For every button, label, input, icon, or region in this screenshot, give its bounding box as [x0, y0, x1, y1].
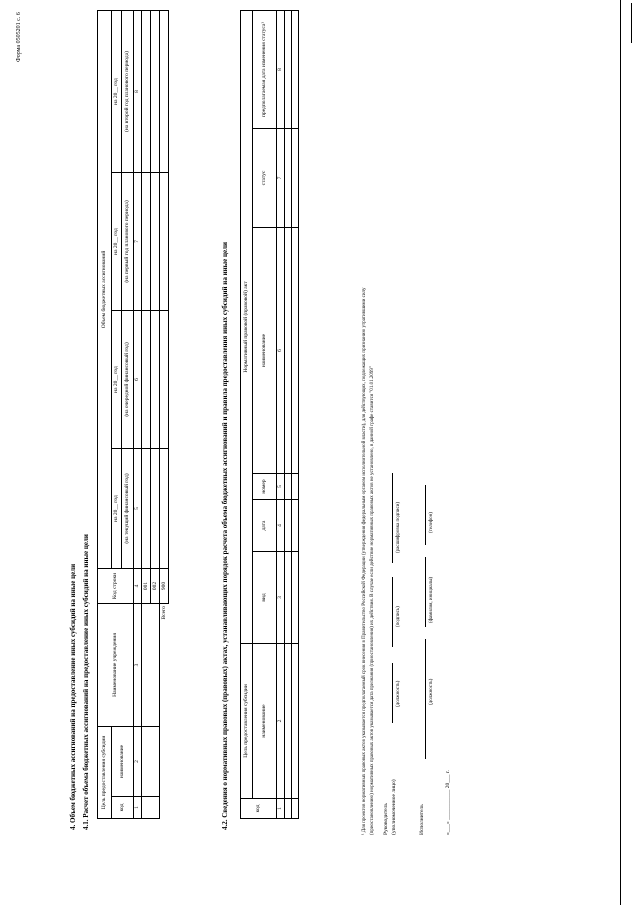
cell[interactable]: [292, 129, 299, 228]
cell[interactable]: [285, 10, 292, 128]
cell[interactable]: [292, 552, 299, 644]
total-label: Всего: [161, 606, 168, 620]
cell-value[interactable]: [151, 173, 160, 311]
cell[interactable]: [292, 799, 299, 819]
colnum: 4: [134, 569, 142, 604]
colnum: 2: [277, 644, 285, 799]
colnum: 6: [277, 228, 285, 474]
colnum: 1: [134, 797, 142, 819]
col-date: дата: [253, 500, 277, 552]
cell[interactable]: [285, 228, 292, 474]
col-legal-act: Нормативный правовой (правовой) акт: [241, 10, 253, 643]
colnum: 8: [277, 10, 285, 128]
col-act-name: наименование: [253, 228, 277, 474]
table-4-1: [97, 10, 169, 819]
caption-name-initials: (фамилия, инициалы): [429, 576, 434, 623]
date-line: «___» ___________ 20___ г.: [445, 770, 451, 835]
col-year-next-note: (на очередной финансовый год): [122, 311, 134, 449]
colnum: 1: [277, 799, 285, 819]
total-value[interactable]: [160, 449, 169, 569]
col-year-current: на 20__ год: [112, 449, 122, 569]
exec-line-name[interactable]: [425, 557, 426, 627]
col-number: номер: [253, 474, 277, 500]
caption-position-2: (должность): [429, 678, 434, 705]
sign-line-decode[interactable]: [392, 473, 393, 563]
cell-value[interactable]: [142, 311, 151, 449]
row-line-code: 001: [142, 569, 151, 604]
footnote-line-1: ¹ Для проектов нормативных правовых актов указывается предполагаемый срок внесения в Правительство Российской Федерации (утверждения федеральным органом исполнительной власти), для действующих, подлежащих признанию утратившими силу: [362, 287, 367, 835]
col-year-plan2-note: (на второй год планового периода): [122, 11, 134, 173]
cell-value[interactable]: [151, 11, 160, 173]
col-purpose-name: наименование: [253, 644, 277, 799]
col-year-plan2: на 20__ год: [112, 11, 122, 173]
col-year-plan1: на 20__ год: [112, 173, 122, 311]
section-4-1-title: 4.1. Расчет объема бюджетных ассигнований на предоставление иных субсидий на иные цели: [82, 534, 90, 830]
col-purpose: Цель предоставления субсидии: [98, 727, 112, 819]
col-volume: Объем бюджетных ассигнований: [98, 11, 112, 569]
col-line-code: Код строки: [98, 569, 134, 604]
colnum: 7: [277, 129, 285, 228]
sign-line-position[interactable]: [392, 663, 393, 723]
cell[interactable]: [285, 644, 292, 799]
col-code: код: [241, 799, 277, 819]
total-value[interactable]: [160, 11, 169, 173]
colnum: 7: [134, 173, 142, 311]
caption-decode: (расшифровка подписи): [396, 501, 401, 553]
colnum: 2: [134, 727, 142, 797]
col-year-plan1-note: (на первый год планового периода): [122, 173, 134, 311]
executor-label: Исполнитель: [419, 804, 425, 835]
exec-line-position[interactable]: [425, 639, 426, 759]
colnum: 5: [134, 449, 142, 569]
scan-edge-mark: [620, 0, 621, 905]
col-purpose: Цель предоставления субсидии: [241, 644, 253, 799]
section-4-2-title: 4.2. Сведения о нормативных правовых (правовых) актах, устанавливающих порядок расчета объема бюджетных ассигнований и правила предоставления иных субсидий на иные цели: [221, 241, 229, 830]
table-4-2: [240, 10, 299, 819]
col-year-current-note: (на текущий финансовый год): [122, 449, 134, 569]
col-status: статус: [253, 129, 277, 228]
footnote-line-2: (приостановлению) нормативных правовых актов указывается дата признания (приостановления) их действия. В случае если действие нормативных правовых актов не установлено, в данной графе ставится "01.01.2099": [370, 366, 375, 835]
cell-institution[interactable]: [142, 604, 160, 727]
row-line-code: 002: [151, 569, 160, 604]
cell[interactable]: [285, 474, 292, 500]
colnum: 3: [277, 552, 285, 644]
cell-value[interactable]: [151, 311, 160, 449]
colnum: 3: [134, 604, 142, 727]
cell-value[interactable]: [142, 11, 151, 173]
scan-edge-mark: [631, 3, 632, 43]
cell[interactable]: [285, 552, 292, 644]
cell[interactable]: [292, 474, 299, 500]
col-code: код: [112, 797, 134, 819]
col-change-date: предполагаемая дата изменения статуса¹: [253, 10, 277, 128]
total-value[interactable]: [160, 173, 169, 311]
caption-phone: (телефон): [429, 512, 434, 533]
caption-signature: (подпись): [396, 606, 401, 627]
colnum: 8: [134, 11, 142, 173]
cell[interactable]: [292, 10, 299, 128]
cell[interactable]: [285, 500, 292, 552]
total-value[interactable]: [160, 311, 169, 449]
cell[interactable]: [292, 228, 299, 474]
col-institution-name: Наименование учреждения: [98, 604, 134, 727]
cell-value[interactable]: [142, 173, 151, 311]
colnum: 4: [277, 500, 285, 552]
head-label: Руководитель: [383, 803, 389, 835]
colnum: 5: [277, 474, 285, 500]
cell-name[interactable]: [142, 727, 160, 797]
col-year-next: на 20__ год: [112, 311, 122, 449]
col-type: вид: [253, 552, 277, 644]
cell-value[interactable]: [151, 449, 160, 569]
cell[interactable]: [292, 644, 299, 799]
form-code: Форма 0505201 с. 6: [16, 12, 22, 62]
cell-code[interactable]: [142, 797, 160, 819]
exec-line-phone[interactable]: [425, 485, 426, 545]
sign-line-signature[interactable]: [392, 577, 393, 647]
cell[interactable]: [285, 129, 292, 228]
cell-value[interactable]: [142, 449, 151, 569]
section-4-title: 4. Объем бюджетных ассигнований на предоставление иных субсидий на иные цели: [69, 563, 77, 830]
caption-position: (должность): [396, 680, 401, 707]
cell[interactable]: [285, 799, 292, 819]
cell[interactable]: [292, 500, 299, 552]
colnum: 6: [134, 311, 142, 449]
total-code: 900: [160, 569, 169, 604]
head-sublabel: (уполномоченное лицо): [391, 779, 397, 835]
col-name: наименование: [112, 727, 134, 797]
